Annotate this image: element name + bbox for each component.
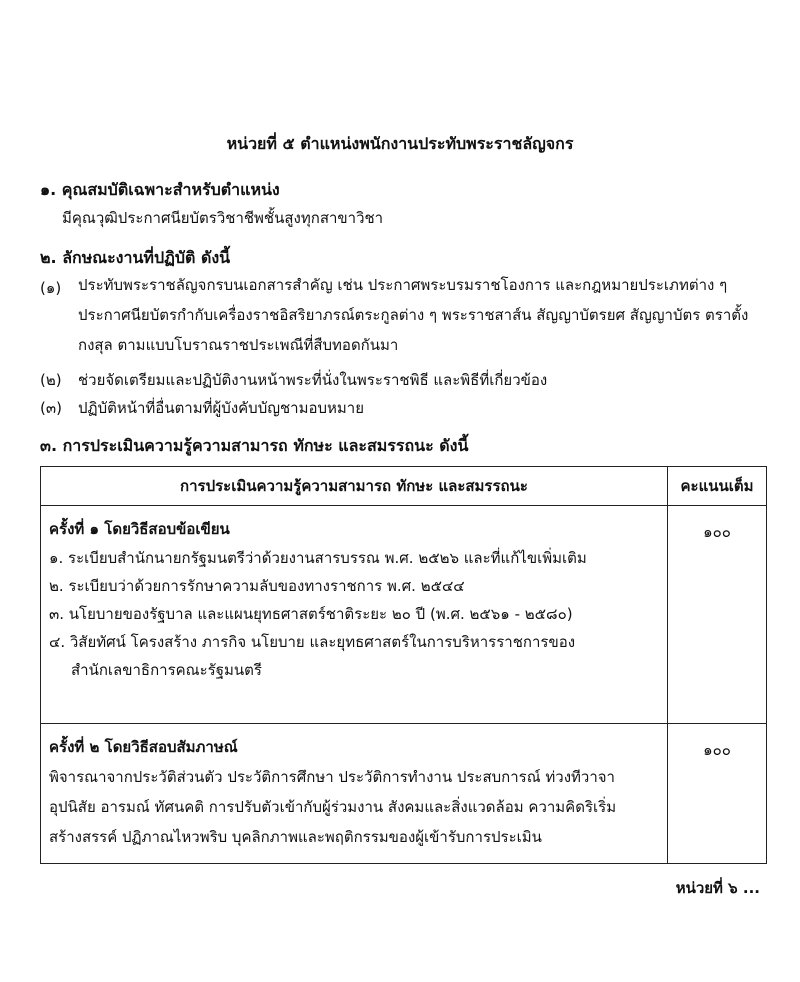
round1-item-2: ๒. ระเบียบว่าด้วยการรักษาความลับของทางราชการ พ.ศ. ๒๕๔๔: [49, 577, 465, 595]
round1-score: ๑๐๐: [668, 506, 767, 724]
round1-item-3: ๓. นโยบายของรัฐบาล และแผนยุทธศาสตร์ชาติระยะ ๒๐ ปี (พ.ศ. ๒๕๖๑ - ๒๕๘๐): [49, 605, 573, 623]
duty-item-2-number: (๒): [40, 371, 62, 389]
round2-description: พิจารณาจากประวัติส่วนตัว ประวัติการศึกษา ประวัติการทำงาน ประสบการณ์ ท่วงทีวาจา อุปนิสัย อารมณ์ ทัศนคติ การปรับตัวเข้ากับผู้ร่วมงาน สังคมและสิ่งแวดล้อม ความคิดริเริ่มสร้างสรรค์ ปฏิภาณไหวพริบ บุคลิกภาพและพฤติกรรมของผู้เข้ารับการประเมิน: [49, 768, 617, 846]
round1-cell: [41, 506, 668, 724]
round2-cell: [41, 724, 668, 864]
table-header-full-score: คะแนนเต็ม: [668, 467, 767, 506]
assessment-table: [40, 466, 767, 864]
table-header-assessment: การประเมินความรู้ความสามารถ ทักษะ และสมรรถนะ: [41, 467, 668, 506]
section1-text: มีคุณวุฒิประกาศนียบัตรวิชาชีพชั้นสูงทุกสาขาวิชา: [62, 209, 384, 227]
section1-heading: ๑. คุณสมบัติเฉพาะสำหรับตำแหน่ง: [40, 180, 280, 199]
round1-item-4: ๔. วิสัยทัศน์ โครงสร้าง ภารกิจ นโยบาย และยุทธศาสตร์ในการบริหารราชการของ: [49, 633, 576, 651]
table-row: [41, 506, 767, 724]
duty-item-3-text: ปฏิบัติหน้าที่อื่นตามที่ผู้บังคับบัญชามอบหมาย: [78, 399, 365, 417]
duty-item-3-number: (๓): [40, 399, 62, 417]
next-unit-marker: หน่วยที่ ๖ ...: [675, 879, 760, 897]
duty-item-1-number: (๑): [40, 279, 62, 297]
section3-heading: ๓. การประเมินความรู้ความสามารถ ทักษะ และสมรรถนะ ดังนี้: [40, 436, 469, 455]
round1-title: ครั้งที่ ๑ โดยวิธีสอบข้อเขียน: [49, 520, 230, 538]
round2-score: ๑๐๐: [668, 724, 767, 864]
round2-title: ครั้งที่ ๒ โดยวิธีสอบสัมภาษณ์: [49, 738, 238, 756]
page-title: หน่วยที่ ๕ ตำแหน่งพนักงานประทับพระราชลัญจกร: [226, 134, 574, 153]
section2-heading: ๒. ลักษณะงานที่ปฏิบัติ ดังนี้: [40, 248, 231, 267]
duty-item-2-text: ช่วยจัดเตรียมและปฏิบัติงานหน้าพระที่นั่งในพระราชพิธี และพิธีที่เกี่ยวข้อง: [78, 371, 548, 389]
table-row: [41, 724, 767, 864]
round1-item-1: ๑. ระเบียบสำนักนายกรัฐมนตรีว่าด้วยงานสารบรรณ พ.ศ. ๒๕๒๖ และที่แก้ไขเพิ่มเติม: [49, 549, 587, 567]
table-header-row: [41, 467, 767, 506]
round1-item-4-continued: สำนักเลขาธิการคณะรัฐมนตรี: [71, 661, 262, 679]
duty-item-1-text: ประทับพระราชลัญจกรบนเอกสารสำคัญ เช่น ประกาศพระบรมราชโองการ และกฎหมายประเภทต่าง ๆ ประกาศนียบัตรกำกับเครื่องราชอิสริยาภรณ์ตระกูลต่าง ๆ พระราชสาส์น สัญญาบัตรยศ สัญญาบัตร ตราตั้งกงสุล ตามแบบโบราณราชประเพณีที่สืบทอดกันมา: [78, 276, 749, 354]
